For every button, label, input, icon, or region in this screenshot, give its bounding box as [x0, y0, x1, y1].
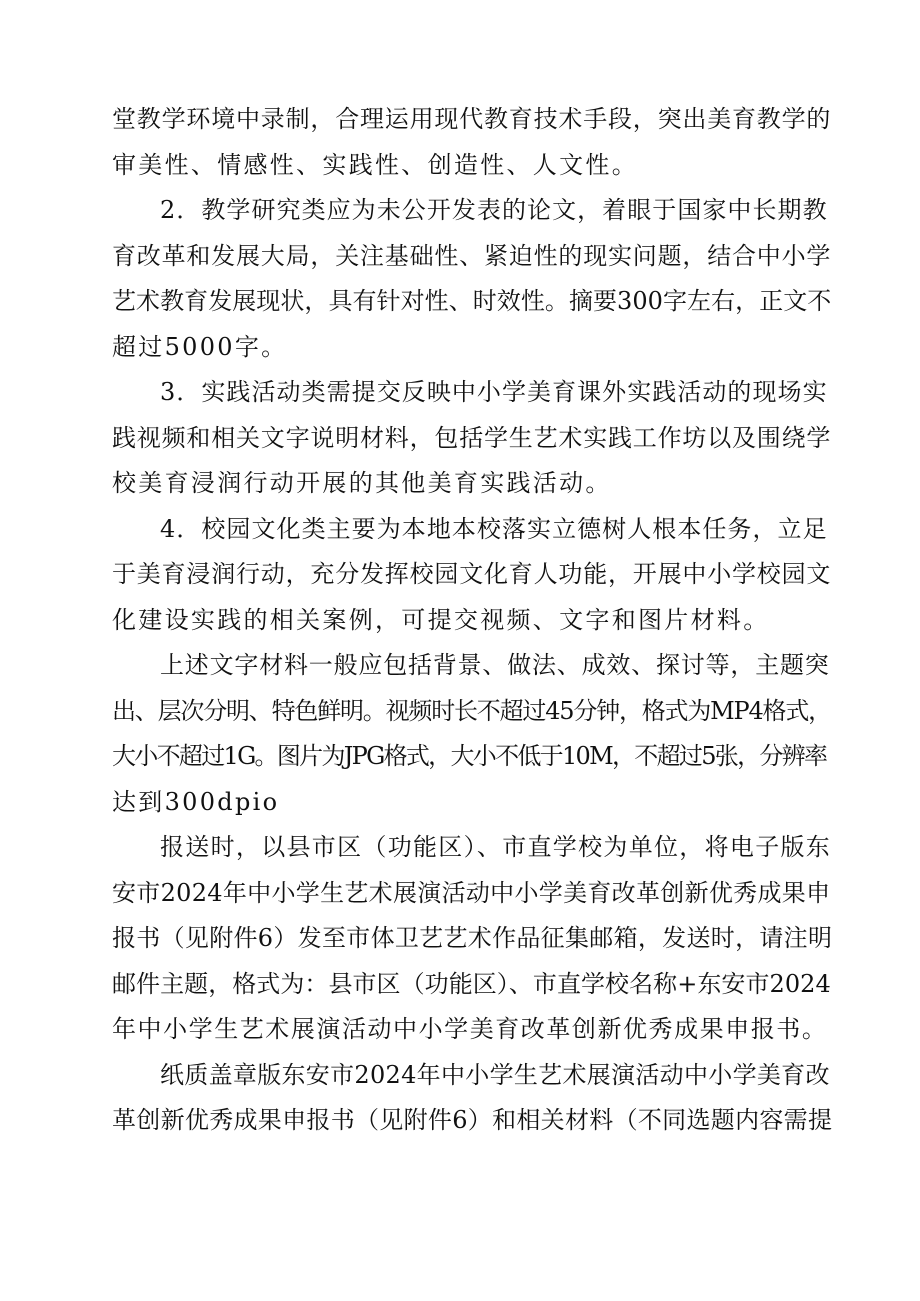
text-line: 于美育浸润行动，充分发挥校园文化育人功能，开展中小学校园文: [112, 560, 832, 588]
text-line: 出、层次分明、特色鲜明。视频时长不超过45分钟，格式为MP4格式，: [112, 696, 831, 725]
document-body: [112, 97, 832, 1144]
text-line: 纸质盖章版东安市2024年中小学生艺术展演活动中小学美育改: [160, 1060, 830, 1089]
text-line: 邮件主题，格式为：县市区（功能区）、市直学校名称+东安市2024: [112, 969, 831, 998]
text-line: 践视频和相关文字说明材料，包括学生艺术实践工作坊以及围绕学: [112, 423, 832, 452]
text-line: 达到300dpio: [112, 787, 280, 816]
text-line: 报送时，以县市区（功能区）、市直学校为单位，将电子版东: [160, 833, 832, 861]
text-line: 校美育浸润行动开展的其他美育实践活动。: [112, 469, 612, 497]
text-line: 年中小学生艺术展演活动中小学美育改革创新优秀成果申报书。: [112, 1015, 828, 1043]
text-line: 2．教学研究类应为未公开发表的论文，着眼于国家中长期教: [160, 196, 828, 224]
text-line: 上述文字材料一般应包括背景、做法、成效、探讨等，主题突: [160, 651, 830, 679]
text-line: 安市2024年中小学生艺术展演活动中小学美育改革创新优秀成果申: [112, 878, 831, 907]
text-line: 艺术教育发展现状，具有针对性、时效性。摘要300字左右，正文不: [112, 287, 832, 315]
text-line: 报书（见附件6）发至市体卫艺艺术作品征集邮箱，发送时，请注明: [112, 924, 833, 952]
text-line: 堂教学环境中录制，合理运用现代教育技术手段，突出美育教学的: [112, 105, 832, 133]
text-line: 革创新优秀成果申报书（见附件6）和相关材料（不同选题内容需提: [112, 1106, 833, 1134]
text-line: 超过5000字。: [112, 332, 288, 361]
text-line: 3．实践活动类需提交反映中小学美育课外实践活动的现场实: [160, 378, 828, 406]
text-line: 4．校园文化类主要为本地本校落实立德树人根本任务，立足: [160, 514, 828, 543]
text-line: 大小不超过1G。图片为JPG格式，大小不低于10M，不超过5张，分辨率: [112, 742, 827, 770]
text-line: 化建设实践的相关案例，可提交视频、文字和图片材料。: [112, 605, 770, 634]
text-line: 育改革和发展大局，关注基础性、紧迫性的现实问题，结合中小学: [112, 241, 832, 270]
text-line: 审美性、情感性、实践性、创造性、人文性。: [112, 150, 638, 179]
